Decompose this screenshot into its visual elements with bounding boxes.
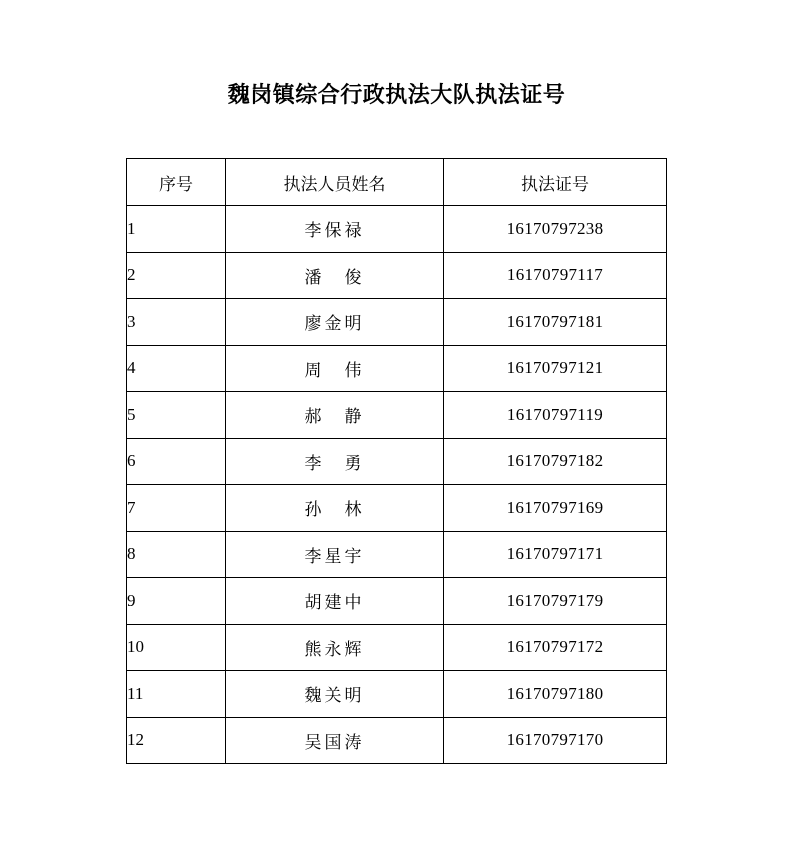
table-header xyxy=(127,159,667,206)
header-name: 执法人员姓名 xyxy=(226,159,444,206)
table-row xyxy=(127,717,667,764)
table-row xyxy=(127,531,667,578)
officer-name: 郝 静 xyxy=(226,392,444,439)
table-row xyxy=(127,438,667,485)
certificate-number: 16170797121 xyxy=(444,345,667,392)
row-index: 3 xyxy=(127,299,226,346)
certificate-number: 16170797238 xyxy=(444,206,667,253)
certificate-number: 16170797171 xyxy=(444,531,667,578)
table-row xyxy=(127,206,667,253)
certificate-number: 16170797180 xyxy=(444,671,667,718)
row-index: 2 xyxy=(127,252,226,299)
table-row xyxy=(127,299,667,346)
row-index: 1 xyxy=(127,206,226,253)
page-title: 魏岗镇综合行政执法大队执法证号 xyxy=(227,83,566,108)
table-row xyxy=(127,392,667,439)
header-row xyxy=(127,159,667,206)
officer-name: 熊永辉 xyxy=(226,624,444,671)
row-index: 6 xyxy=(127,438,226,485)
table-row xyxy=(127,485,667,532)
certificate-number: 16170797181 xyxy=(444,299,667,346)
officer-name: 李 勇 xyxy=(226,438,444,485)
table-body xyxy=(127,206,667,764)
certificate-number: 16170797117 xyxy=(444,252,667,299)
table-row xyxy=(127,578,667,625)
certificate-number: 16170797179 xyxy=(444,578,667,625)
header-cert: 执法证号 xyxy=(444,159,667,206)
table-row xyxy=(127,624,667,671)
row-index: 12 xyxy=(127,717,226,764)
certificate-number: 16170797169 xyxy=(444,485,667,532)
table-row xyxy=(127,345,667,392)
table-row xyxy=(127,252,667,299)
row-index: 10 xyxy=(127,624,226,671)
row-index: 8 xyxy=(127,531,226,578)
officer-name: 潘 俊 xyxy=(226,252,444,299)
officer-name: 胡建中 xyxy=(226,578,444,625)
row-index: 7 xyxy=(127,485,226,532)
row-index: 4 xyxy=(127,345,226,392)
enforcement-roster-table xyxy=(126,158,667,764)
officer-name: 廖金明 xyxy=(226,299,444,346)
header-index: 序号 xyxy=(127,159,226,206)
officer-name: 周 伟 xyxy=(226,345,444,392)
officer-name: 李保禄 xyxy=(226,206,444,253)
officer-name: 孙 林 xyxy=(226,485,444,532)
table-row xyxy=(127,671,667,718)
row-index: 9 xyxy=(127,578,226,625)
officer-name: 吴国涛 xyxy=(226,717,444,764)
certificate-number: 16170797170 xyxy=(444,717,667,764)
officer-name: 李星宇 xyxy=(226,531,444,578)
certificate-number: 16170797182 xyxy=(444,438,667,485)
certificate-number: 16170797119 xyxy=(444,392,667,439)
officer-name: 魏关明 xyxy=(226,671,444,718)
row-index: 11 xyxy=(127,671,226,718)
row-index: 5 xyxy=(127,392,226,439)
certificate-number: 16170797172 xyxy=(444,624,667,671)
